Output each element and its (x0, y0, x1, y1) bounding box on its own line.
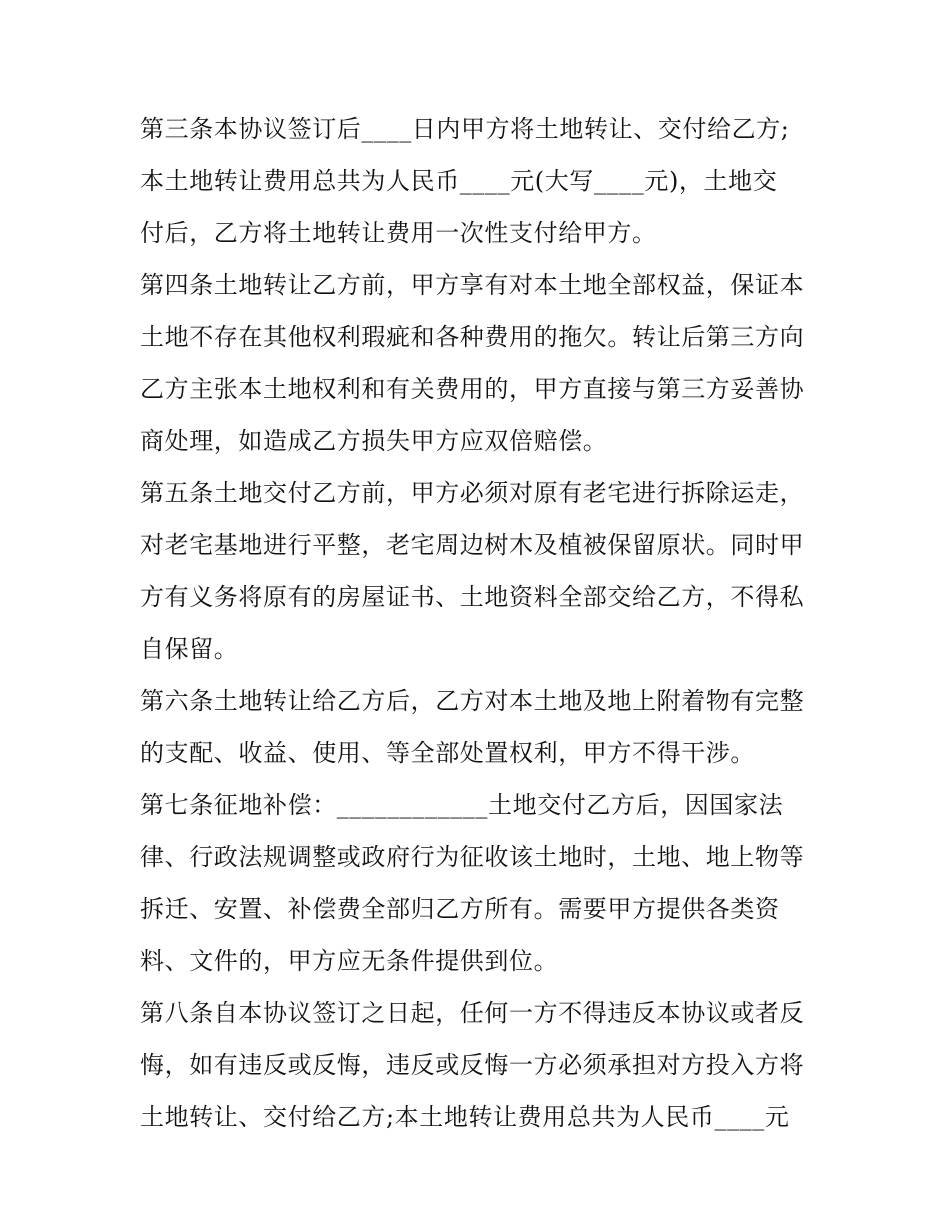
text-line: 第四条土地转让乙方前，甲方享有对本土地全部权益，保证本 (140, 271, 805, 299)
text-line: 第六条土地转让给乙方后，乙方对本土地及地上附着物有完整 (140, 687, 805, 715)
text-line: 土地不存在其他权利瑕疵和各种费用的拖欠。转让后第三方向 (140, 323, 805, 351)
text-line: 拆迁、安置、补偿费全部归乙方所有。需要甲方提供各类资 (140, 895, 780, 923)
text-line: 第八条自本协议签订之日起，任何一方不得违反本协议或者反 (140, 999, 805, 1027)
text-line: 自保留。 (140, 635, 239, 663)
text-line: 第五条土地交付乙方前，甲方必须对原有老宅进行拆除运走， (140, 479, 805, 507)
text-line: 的支配、收益、使用、等全部处置权利，甲方不得干涉。 (140, 739, 755, 767)
text-line: 商处理，如造成乙方损失甲方应双倍赔偿。 (140, 427, 608, 455)
text-line: 方有义务将原有的房屋证书、土地资料全部交给乙方，不得私 (140, 583, 805, 611)
text-line: 第三条本协议签订后____日内甲方将土地转让、交付给乙方; (140, 115, 790, 143)
text-line: 律、行政法规调整或政府行为征收该土地时，土地、地上物等 (140, 843, 805, 871)
text-line: 对老宅基地进行平整，老宅周边树木及植被保留原状。同时甲 (140, 531, 805, 559)
text-line: 本土地转让费用总共为人民币____元(大写____元)，土地交 (140, 167, 778, 195)
text-line: 料、文件的，甲方应无条件提供到位。 (140, 947, 559, 975)
text-line: 悔，如有违反或反悔，违反或反悔一方必须承担对方投入方将 (140, 1051, 805, 1079)
document-body (140, 103, 820, 1143)
text-line: 土地转让、交付给乙方;本土地转让费用总共为人民币____元 (140, 1103, 790, 1131)
text-line: 付后，乙方将土地转让费用一次性支付给甲方。 (140, 219, 657, 247)
text-line: 乙方主张本土地权利和有关费用的，甲方直接与第三方妥善协 (140, 375, 805, 403)
text-line: 第七条征地补偿：____________土地交付乙方后，因国家法 (140, 791, 784, 819)
